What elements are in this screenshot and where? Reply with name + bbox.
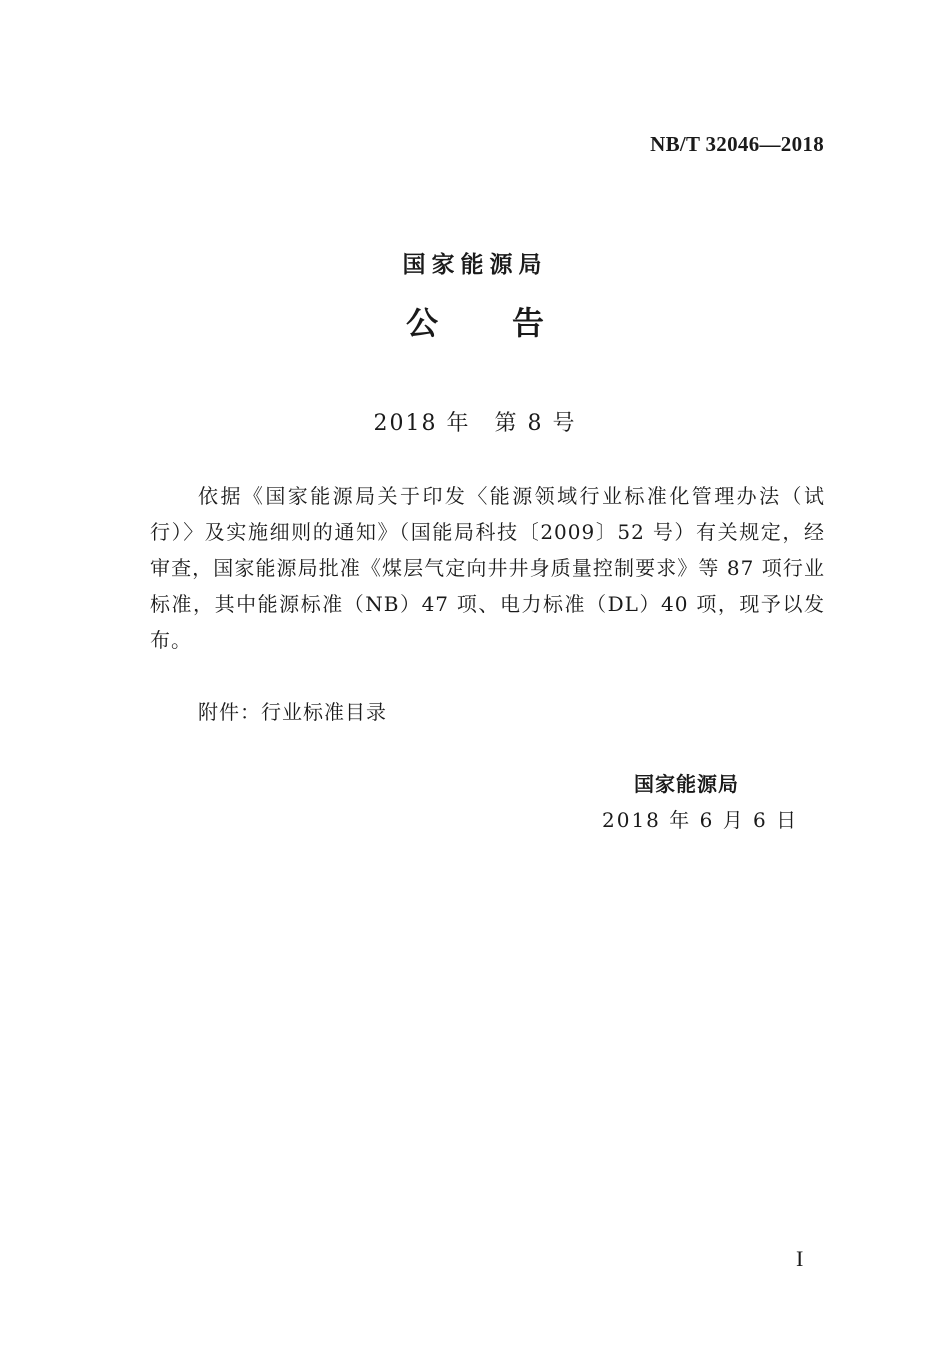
signer-name: 国家能源局 <box>634 772 739 796</box>
sign-date: 2018 年 6 月 6 日 <box>602 808 799 832</box>
announcement-number: 2018 年 第 8 号 <box>373 411 577 436</box>
attachment-line: 附件：行业标准目录 <box>198 700 387 724</box>
announcement-title: 公告 <box>405 304 618 342</box>
announcement-body: 依据《国家能源局关于印发〈能源领域行业标准化管理办法（试行）〉及实施细则的通知》（国能局科技〔2009〕52 号）有关规定，经审查，国家能源局批准《煤层气定向井井身质量控制要求》等 87 项行业标准，其中能源标准（NB）47 项、电力标准（DL）40 项，现予以发布。 <box>150 484 825 652</box>
standard-code: NB/T 32046—2018 <box>650 132 824 156</box>
issuer-heading: 国家能源局 <box>402 252 548 278</box>
page-number: I <box>796 1246 804 1271</box>
